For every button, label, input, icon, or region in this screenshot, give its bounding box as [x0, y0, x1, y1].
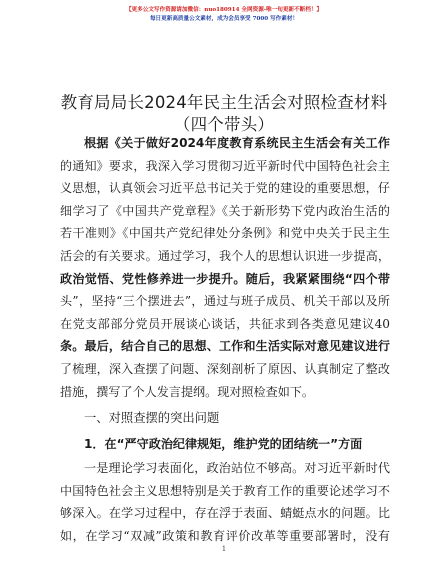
paragraph-line: 如，在学习“双减”政策和教育评价改革等重要部署时，没有 — [60, 528, 390, 543]
document-title — [0, 92, 448, 136]
paragraph-line: 条。最后，结合自己的思想、工作和生活实际对意见建议进行 — [60, 339, 390, 354]
paragraph-line: 够深入。在学习过程中，存在浮于表面、蜻蜓点水的问题。比 — [60, 506, 390, 521]
paragraph-line: 若干准则》《中国共产党纪律处分条例》和党中央关于民主生 — [60, 226, 390, 241]
title-line-1: 教育局局长2024年民主生活会对照检查材料 — [60, 93, 388, 112]
promo-banner-line-1: 【更多公文写作资源请加微信：nuo180914 全网资源-唯一旬更新不断档！】 — [125, 7, 323, 13]
promo-banner-line-2: 每日更新高质量公文素材，成为会员享受 7000 写作素材！ — [149, 16, 299, 22]
paragraph-line: 根据《关于做好2024年度教育系统民主生活会有关工作 — [84, 136, 390, 150]
paragraph-line: 一是理论学习表面化，政治站位不够高。对习近平新时代 — [84, 461, 390, 476]
intro-paragraph — [60, 132, 390, 403]
title-line-2: （四个带头） — [173, 115, 275, 134]
paragraph-line: 政治觉悟、党性修养进一步提升。随后，我紧紧围绕“四个带 — [60, 271, 390, 286]
subsection-heading: 1．在“严守政治纪律规矩，维护党的团结统一”方面 — [84, 437, 363, 452]
section-paragraph — [60, 457, 390, 547]
document-body — [60, 132, 390, 548]
paragraph-line: 中国特色社会主义思想特别是关于教育工作的重要论述学习不 — [60, 483, 390, 498]
paragraph-line: 的通知》要求，我深入学习贯彻习近平新时代中国特色社会主 — [60, 158, 390, 173]
paragraph-line: 了梳理，深入查摆了问题、深刻剖析了原因、认真制定了整改 — [60, 361, 390, 376]
page-number: 1 — [221, 545, 227, 553]
paragraph-line: 头”，坚持“三个摆进去”，通过与班子成员、机关干部以及所 — [60, 294, 390, 309]
paragraph-line: 在党支部部分党员开展谈心谈话，共征求到各类意见建议40 — [60, 316, 390, 331]
section-heading: 一、对照查摆的突出问题 — [84, 411, 220, 426]
promo-banner — [0, 6, 448, 24]
paragraph-line: 措施，撰写了个人发言提纲。现对照检查如下。 — [60, 384, 314, 399]
paragraph-line: 细学习了《中国共产党章程》《关于新形势下党内政治生活的 — [60, 203, 390, 218]
paragraph-line: 活会的有关要求。通过学习，我个人的思想认识进一步提高， — [60, 248, 390, 263]
paragraph-line: 义思想，认真领会习近平总书记关于党的建设的重要思想，仔 — [60, 181, 390, 196]
